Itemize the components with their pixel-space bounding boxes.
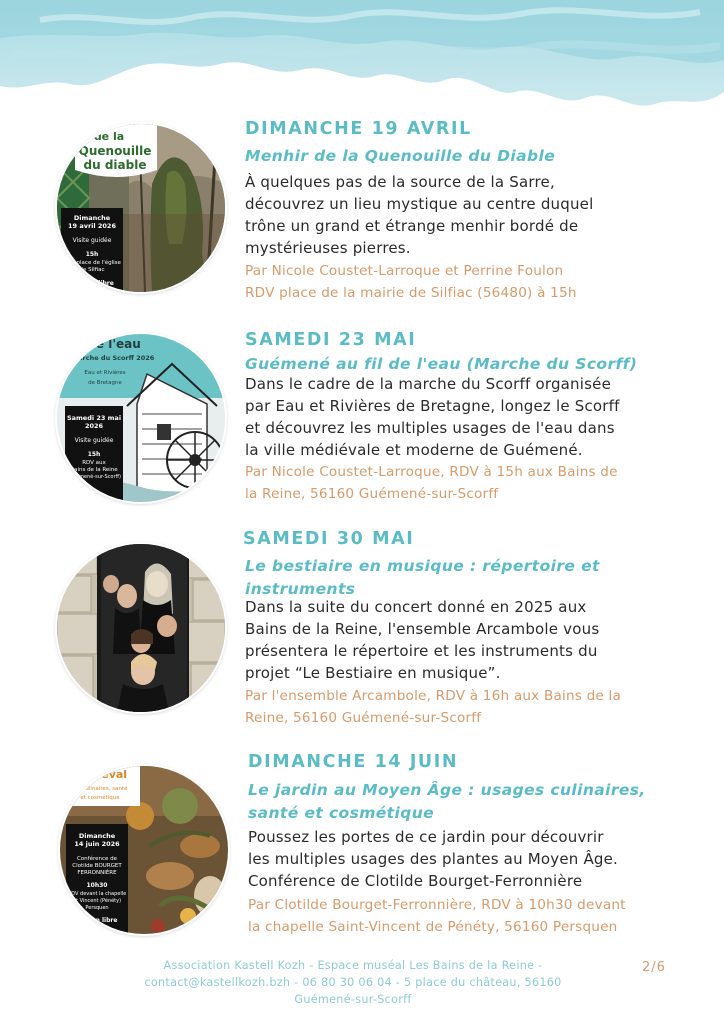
poster-info-line: (Guémené-sur-Scorff)	[67, 474, 121, 480]
event-description-line: Bains de la Reine, l'ensemble Arcambole vous	[245, 620, 600, 638]
poster-info-line: FERRONNIÈRE	[77, 870, 117, 876]
poster-info-line: Visite guidée	[74, 437, 114, 444]
event-title	[245, 145, 685, 168]
event-title	[248, 779, 688, 825]
event-description-line: Conférence de Clotilde Bourget-Ferronnière	[248, 872, 583, 890]
poster-info-line: RDV devant la chapelle	[67, 891, 127, 897]
poster-info-line: de Silfiac	[79, 267, 105, 273]
poster-info-line: Clotilde BOURGET	[72, 863, 122, 869]
event-meta	[245, 685, 675, 729]
poster-info-line: Conférence de	[76, 856, 118, 862]
event-description-line: trône un grand et étrange menhir bordé de	[245, 217, 579, 235]
poster-info-line: 15h	[87, 451, 101, 458]
event-meta-line: Par Nicole Coustet-Larroque et Perrine Foulon	[245, 263, 564, 279]
event-date: DIMANCHE 14 JUIN	[248, 752, 459, 772]
event-thumbnail-garden	[60, 766, 228, 934]
event-description-line: par Eau et Rivières de Bretagne, longez le Scorff	[245, 397, 620, 415]
event-description-line: mystérieuses pierres.	[245, 239, 411, 257]
poster-heading-line: du diable	[83, 158, 147, 172]
poster-info-line: Bains de la Reine	[70, 467, 118, 473]
poster-heading-line: ...il de l'eau	[61, 337, 141, 351]
event-meta-line: Par l'ensemble Arcambole, RDV à 16h aux Bains de la	[245, 688, 622, 704]
event-title-line: Guémené au fil de l'eau (Marche du Scorff)	[245, 355, 638, 373]
poster-heading-line: Quenouille	[78, 144, 152, 158]
poster-info-line: 15h	[85, 251, 99, 258]
poster-heading-line: de Bretagne	[88, 380, 122, 386]
event-meta-line: RDV place de la mairie de Silfiac (56480) à 15h	[245, 285, 577, 301]
footer-contact	[118, 957, 588, 1008]
poster-heading-line: de la	[93, 130, 125, 143]
poster-info-line: RDV aux	[82, 460, 106, 466]
poster-info-line: Persquen	[85, 905, 109, 911]
event-description	[245, 171, 675, 259]
poster-info-line: 2026	[84, 422, 104, 430]
page-number: 2/6	[642, 960, 666, 975]
poster-info-line: St Vincent (Pénéty)	[72, 898, 122, 904]
event-description-line: projet “Le Bestiaire en musique”.	[245, 664, 501, 682]
poster-info-line: 14 juin 2026	[74, 840, 120, 848]
event-description	[245, 373, 675, 461]
poster-info-line: ...ion libre	[82, 917, 118, 924]
poster-info-line: RDV place de l'église	[63, 260, 121, 266]
event-meta	[245, 260, 675, 304]
event-description	[245, 596, 675, 684]
event-date: SAMEDI 30 MAI	[243, 529, 415, 549]
event-thumbnail-ensemble-photo	[57, 544, 225, 712]
event-title-line: santé et cosmétique	[248, 804, 435, 822]
poster-info-line: 19 avril 2026	[68, 222, 116, 230]
poster-heading-line: ...s culinaires, santé	[72, 786, 128, 792]
event-meta-line: Par Clotilde Bourget-Ferronnière, RDV à 10h30 devant	[248, 897, 626, 913]
event-meta-line: la chapelle Saint-Vincent de Pénéty, 56160 Persquen	[248, 919, 618, 935]
event-description-line: Dans la suite du concert donné en 2025 aux	[245, 598, 587, 616]
event-meta-line: Par Nicole Coustet-Larroque, RDV à 15h aux Bains de	[245, 464, 618, 480]
event-title-line: Menhir de la Quenouille du Diable	[245, 147, 556, 165]
event-description-line: découvrez un lieu mystique au centre duquel	[245, 195, 594, 213]
poster-heading-line: et cosmétique	[80, 795, 120, 801]
footer-line: Association Kastell Kozh - Espace muséal Les Bains de la Reine -	[163, 959, 543, 972]
event-title-line: instruments	[245, 580, 356, 598]
event-title	[245, 555, 685, 601]
poster-info-line: Dimanche	[78, 832, 116, 840]
poster-info-line: Samedi 23 mai	[66, 414, 122, 422]
poster-info-line: Dimanche	[73, 214, 111, 222]
poster-info-line: ...tion libre	[76, 280, 114, 287]
poster-heading-line: Marche du Scorff 2026	[71, 354, 155, 362]
event-description-line: Dans le cadre de la marche du Scorff organisée	[245, 375, 612, 393]
event-description	[248, 826, 678, 892]
poster-heading-line: ...iéval	[84, 768, 128, 781]
event-description-line: présentera le répertoire et les instruments du	[245, 642, 598, 660]
event-description-line: À quelques pas de la source de la Sarre,	[245, 173, 555, 191]
event-meta-line: la Reine, 56160 Guémené-sur-Scorff	[245, 486, 499, 502]
event-title-line: Le jardin au Moyen Âge : usages culinaires,	[248, 781, 646, 799]
event-date: DIMANCHE 19 AVRIL	[245, 119, 472, 139]
watercolor-header-wash	[0, 0, 724, 115]
event-title-line: Le bestiaire en musique : répertoire et	[245, 557, 600, 575]
poster-heading-line: Eau et Rivières	[84, 370, 126, 376]
footer-line: contact@kastellkozh.bzh - 06 80 30 06 04 - 5 place du château, 56160	[144, 976, 562, 989]
poster-info-line: 10h30	[86, 882, 108, 889]
event-thumbnail-mill	[57, 334, 225, 502]
event-meta	[248, 894, 678, 938]
event-description-line: la ville médiévale et moderne de Guémené.	[245, 441, 583, 459]
footer-line: Guémené-sur-Scorff	[294, 993, 412, 1006]
event-meta	[245, 461, 675, 505]
event-date: SAMEDI 23 MAI	[245, 330, 417, 350]
event-description-line: Poussez les portes de ce jardin pour découvrir	[248, 828, 604, 846]
event-thumbnail-menhir	[57, 124, 225, 292]
event-description-line: et découvrez les multiples usages de l'eau dans	[245, 419, 615, 437]
poster-info-line: Visite guidée	[72, 237, 112, 244]
event-meta-line: Reine, 56160 Guémené-sur-Scorff	[245, 710, 482, 726]
event-description-line: les multiples usages des plantes au Moyen Âge.	[248, 850, 619, 868]
